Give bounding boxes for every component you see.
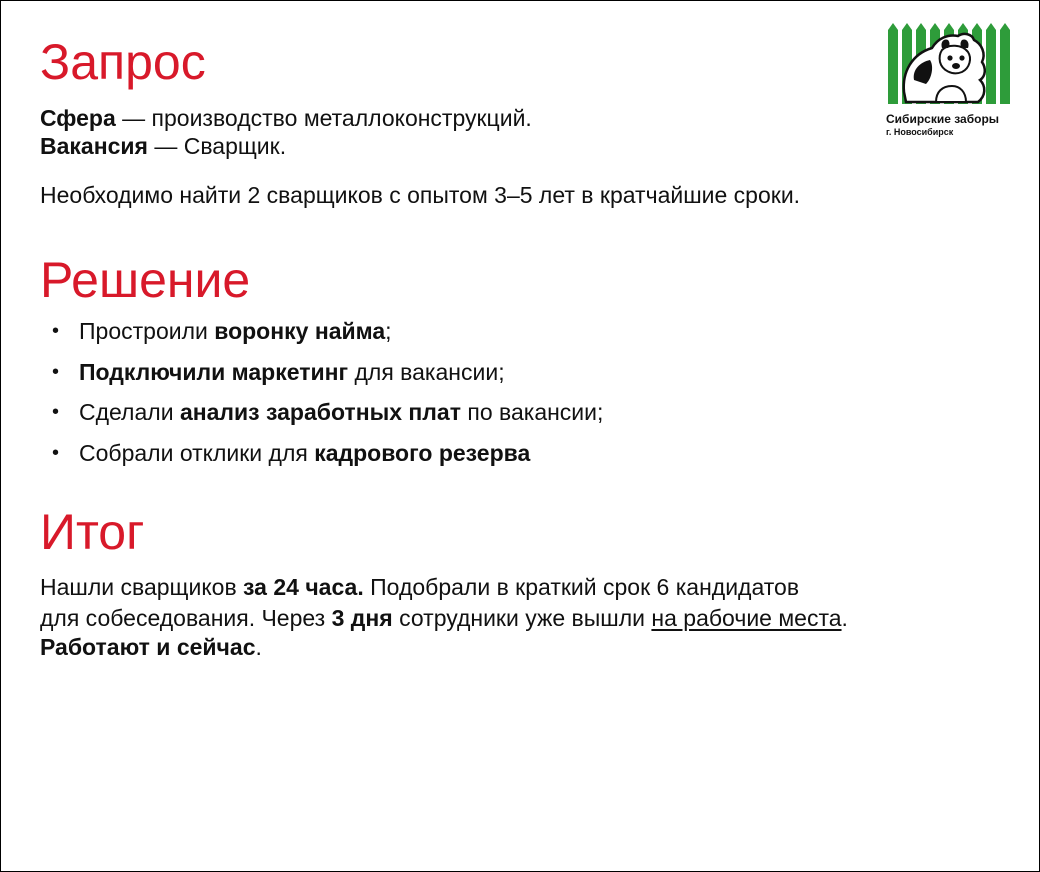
item-bold: кадрового резерва bbox=[314, 439, 531, 466]
result-underline: на рабочие места bbox=[651, 605, 842, 631]
result-line-2 bbox=[40, 605, 848, 632]
item-text: Собрали отклики для bbox=[79, 439, 315, 466]
result-text: . bbox=[255, 634, 262, 660]
item-text: Простроили bbox=[79, 318, 215, 344]
item-text: ; bbox=[385, 318, 392, 344]
result-text: . bbox=[841, 605, 848, 631]
vacancy-label: Вакансия bbox=[40, 133, 148, 159]
request-heading: Запрос bbox=[40, 34, 206, 90]
item-bold: Подключили маркетинг bbox=[79, 358, 349, 385]
list-item bbox=[52, 318, 603, 345]
sphere-label: Сфера bbox=[40, 105, 116, 131]
item-text: для вакансии; bbox=[348, 358, 505, 385]
result-text: Подобрали в краткий срок 6 кандидатов bbox=[363, 574, 800, 600]
result-line-1 bbox=[40, 574, 799, 601]
vacancy-line bbox=[40, 133, 286, 160]
solution-heading: Решение bbox=[40, 252, 251, 308]
result-text: Нашли сварщиков bbox=[40, 574, 244, 600]
item-text: по вакансии; bbox=[460, 399, 604, 425]
fence-bear-icon bbox=[882, 20, 1022, 110]
item-bold: анализ заработных плат bbox=[179, 399, 461, 425]
bullet-icon: • bbox=[52, 401, 60, 423]
item-text: Сделали bbox=[79, 399, 180, 425]
list-item bbox=[52, 359, 603, 386]
result-bold: за 24 часа. bbox=[243, 574, 364, 600]
result-text: для собеседования. Через bbox=[40, 605, 332, 631]
vacancy-value: — Сварщик. bbox=[147, 133, 287, 159]
item-bold: воронку найма bbox=[214, 318, 386, 344]
list-item bbox=[52, 399, 603, 426]
sphere-value: — производство металлоконструкций. bbox=[115, 105, 532, 131]
list-item bbox=[52, 440, 603, 467]
result-text: сотрудники уже вышли bbox=[392, 605, 652, 631]
company-logo bbox=[882, 20, 1022, 140]
sphere-line bbox=[40, 105, 532, 132]
result-bold: 3 дня bbox=[331, 605, 393, 631]
logo-name: Сибирские заборы bbox=[886, 112, 1000, 126]
bullet-icon: • bbox=[52, 360, 60, 383]
request-need: Необходимо найти 2 сварщиков с опытом 3–5 лет в кратчайшие сроки. bbox=[40, 182, 801, 208]
bullet-icon: • bbox=[52, 320, 60, 342]
result-bold: Работают и сейчас bbox=[40, 634, 256, 660]
bullet-icon: • bbox=[52, 441, 60, 464]
result-heading: Итог bbox=[40, 504, 145, 560]
solution-list bbox=[52, 318, 603, 480]
logo-city: г. Новосибирск bbox=[886, 127, 954, 137]
result-line-3 bbox=[40, 634, 262, 661]
